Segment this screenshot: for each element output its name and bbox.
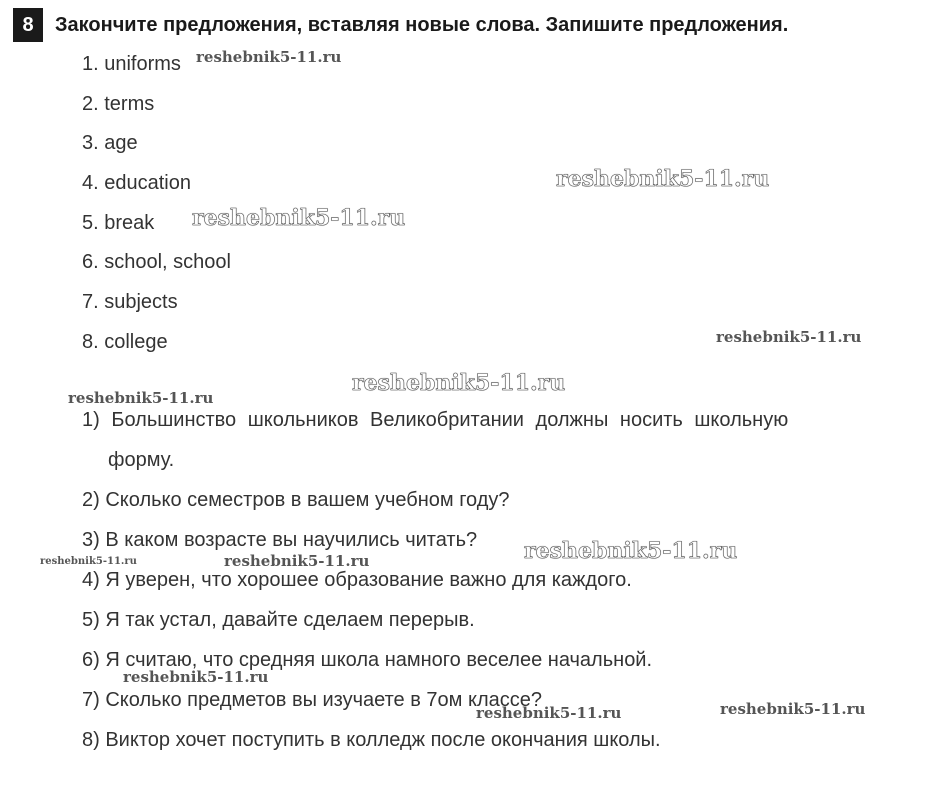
watermark: reshebnik5-11.ru (40, 556, 137, 567)
watermark: reshebnik5-11.ru (68, 389, 214, 407)
watermark: reshebnik5-11.ru (720, 700, 866, 718)
sentence-item: 8) Виктор хочет поступить в колледж после окончания школы. (82, 729, 661, 751)
exercise-header (13, 8, 788, 42)
sentence-item: 5) Я так устал, давайте сделаем перерыв. (82, 609, 475, 631)
sentence-list (82, 400, 920, 760)
answer-item: 3. age (82, 132, 138, 155)
sentence-item: 2) Сколько семестров в вашем учебном году? (82, 489, 510, 511)
answer-list (82, 44, 231, 362)
sentence-item (82, 400, 920, 480)
watermark: reshebnik5-11.ru (476, 704, 622, 722)
exercise-instruction: Закончите предложения, вставляя новые слова. Запишите предложения. (55, 13, 789, 36)
answer-item: 1. uniforms (82, 53, 181, 75)
sentence-item: 7) Сколько предметов вы изучаете в 7ом классе? (82, 689, 542, 711)
watermark: reshebnik5-11.ru (224, 552, 370, 570)
exercise-number-badge: 8 (13, 8, 43, 42)
sentence-line: 1) Большинство школьников Великобритании должны носить школьную (82, 409, 789, 431)
sentence-continuation: форму. (108, 449, 175, 471)
watermark: reshebnik5-11.ru (524, 538, 738, 564)
watermark: reshebnik5-11.ru (123, 668, 269, 686)
watermark: reshebnik5-11.ru (716, 328, 862, 346)
sentence-item: 6) Я считаю, что средняя школа намного веселее начальной. (82, 649, 653, 671)
answer-item: 8. college (82, 330, 168, 353)
answer-item: 2. terms (82, 92, 155, 115)
watermark: reshebnik5-11.ru (556, 166, 770, 192)
answer-item: 5. break (82, 211, 155, 234)
watermark: reshebnik5-11.ru (192, 205, 406, 231)
answer-item: 7. subjects (82, 291, 178, 314)
sentence-item: 4) Я уверен, что хорошее образование важно для каждого. (82, 569, 632, 591)
answer-item: 4. education (82, 172, 191, 195)
answer-item: 6. school, school (82, 251, 231, 274)
watermark: reshebnik5-11.ru (196, 48, 342, 66)
watermark: reshebnik5-11.ru (352, 370, 566, 396)
sentence-item: 3) В каком возрасте вы научились читать? (82, 529, 478, 551)
